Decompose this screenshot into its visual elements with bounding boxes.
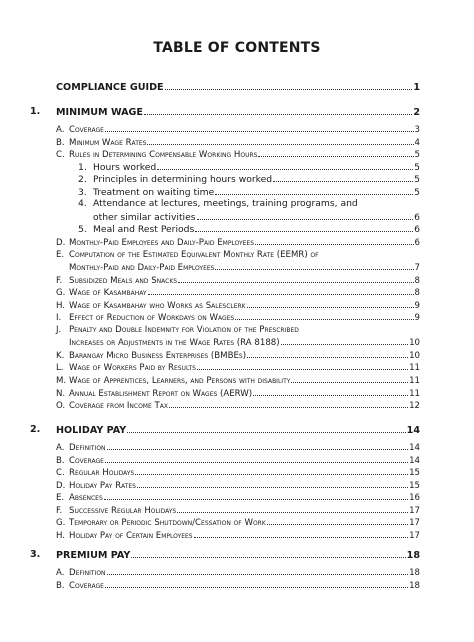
entry-label: other similar activities: [93, 211, 196, 223]
entry-marker: I.: [56, 313, 62, 324]
entry-page: 17: [409, 505, 420, 516]
entry-page: 12: [409, 401, 420, 412]
entry-marker: G.: [56, 288, 66, 299]
entry-page: 18: [406, 550, 420, 561]
entry-label: COMPLIANCE GUIDE: [56, 82, 164, 93]
toc-section[interactable]: [56, 549, 420, 561]
entry-label: Barangay Micro Business Enterprises (BMBEs): [69, 350, 247, 361]
entry-page: 4: [414, 137, 420, 148]
toc-subitem[interactable]: [78, 186, 420, 198]
entry-marker: B.: [56, 137, 65, 148]
entry-label: Absences: [69, 493, 103, 504]
entry-marker: H.: [56, 300, 66, 311]
entry-marker: D.: [56, 237, 66, 248]
leader-dots: [131, 549, 405, 558]
entry-label: Annual Establishment Report on Wages (AERW): [69, 388, 253, 399]
entry-marker: J.: [56, 324, 62, 335]
entry-marker: A.: [56, 443, 65, 453]
leader-dots: [215, 261, 413, 270]
entry-label: Penalty and Double Indemnity for Violation of the Prescribed: [69, 324, 299, 335]
leader-dots: [291, 374, 408, 383]
entry-marker: C.: [56, 150, 65, 161]
entry-marker: 2.: [78, 174, 87, 186]
entry-page: 11: [409, 388, 420, 399]
leader-dots: [258, 148, 413, 157]
leader-dots: [197, 361, 408, 370]
entry-page: 8: [414, 288, 420, 299]
entry-label: Temporary or Periodic Shutdown/Cessation of Work: [69, 518, 266, 529]
toc-item[interactable]: [56, 529, 420, 541]
entry-page: 18: [409, 580, 420, 591]
leader-dots: [247, 299, 414, 308]
entry-label: Successive Regular Holidays: [69, 505, 177, 516]
entry-label: Principles in determining hours worked: [93, 174, 273, 186]
entry-marker: N.: [56, 388, 66, 399]
entry-marker: F.: [56, 505, 63, 516]
entry-marker: 5.: [78, 224, 87, 236]
entry-label: Minimum Wage Rates: [69, 137, 147, 148]
entry-label: Coverage: [69, 455, 104, 466]
entry-label: Coverage: [69, 580, 104, 591]
toc-item[interactable]: [56, 387, 420, 399]
entry-marker: A.: [56, 568, 65, 578]
entry-page: 14: [406, 425, 420, 436]
entry-page: 9: [414, 300, 420, 311]
entry-marker: B.: [56, 580, 65, 591]
toc-subitem[interactable]: [78, 161, 420, 173]
leader-dots: [177, 504, 408, 513]
toc-item[interactable]: [56, 479, 420, 491]
entry-page: 14: [409, 455, 420, 466]
entry-page: 16: [409, 493, 420, 504]
section-number: 1.: [30, 106, 41, 117]
toc-item[interactable]: [56, 491, 420, 503]
leader-dots: [157, 161, 413, 170]
entry-label: Rules in Determining Compensable Working Hours: [69, 150, 258, 161]
entry-marker: M.: [56, 376, 67, 386]
entry-page: 18: [409, 568, 420, 578]
entry-marker: 3.: [78, 186, 87, 198]
toc-subitem[interactable]: [78, 173, 420, 185]
toc-item[interactable]: [56, 441, 420, 453]
entry-page: 10: [409, 350, 420, 361]
toc-entry-first-line[interactable]: [56, 324, 299, 336]
leader-dots: [253, 387, 408, 396]
entry-page: 11: [409, 376, 420, 386]
entry-marker: B.: [56, 455, 65, 466]
leader-dots: [169, 399, 408, 408]
entry-page: 17: [409, 518, 420, 529]
toc-item[interactable]: [56, 466, 420, 478]
leader-dots: [105, 454, 408, 463]
entry-marker: K.: [56, 350, 65, 361]
section-number: 3.: [30, 549, 41, 560]
entry-label: Treatment on waiting time: [93, 186, 215, 198]
entry-page: 10: [409, 338, 420, 349]
entry-label: HOLIDAY PAY: [56, 425, 127, 436]
entry-label: Coverage from Income Tax: [69, 401, 168, 412]
entry-label: Wage of Workers Paid by Results: [69, 363, 196, 374]
entry-marker: 4.: [78, 198, 87, 210]
toc-item[interactable]: [56, 361, 420, 373]
entry-page: 5: [414, 186, 420, 198]
entry-label: Monthly-Paid and Daily-Paid Employees: [69, 263, 215, 274]
entry-page: 1: [413, 82, 420, 93]
entry-marker: A.: [56, 125, 65, 135]
toc-entry-first-line[interactable]: [78, 198, 358, 210]
entry-page: 3: [414, 125, 420, 135]
toc-compliance-guide[interactable]: [56, 81, 420, 93]
entry-page: 5: [414, 174, 420, 186]
leader-dots: [105, 123, 414, 132]
leader-dots: [215, 186, 413, 195]
leader-dots: [127, 424, 405, 433]
toc-item[interactable]: [56, 123, 420, 135]
entry-page: 14: [409, 443, 420, 453]
entry-label: Meal and Rest Periods: [93, 224, 195, 236]
entry-marker: L.: [56, 363, 64, 374]
entry-label: Holiday Pay Rates: [69, 480, 136, 491]
entry-label: Wage of Apprentices, Learners, and Persons with disability: [69, 376, 291, 386]
toc-item[interactable]: [56, 148, 420, 160]
entry-marker: 1.: [78, 161, 87, 173]
entry-label: Subsidized Meals and Snacks: [69, 275, 178, 286]
entry-label: PREMIUM PAY: [56, 550, 131, 561]
entry-page: 15: [409, 480, 420, 491]
entry-marker: D.: [56, 480, 66, 491]
entry-page: 2: [413, 107, 420, 118]
leader-dots: [147, 136, 413, 145]
toc-item[interactable]: [56, 274, 420, 286]
entry-label: Definition: [69, 443, 106, 453]
toc-section[interactable]: [56, 106, 420, 118]
toc-section[interactable]: [56, 424, 420, 436]
leader-dots: [135, 466, 408, 475]
leader-dots: [105, 579, 408, 588]
toc-subitem[interactable]: [93, 211, 420, 223]
entry-label: Monthly-Paid Employees and Daily-Paid Employees: [69, 237, 255, 248]
toc-item[interactable]: [56, 516, 420, 528]
entry-marker: C.: [56, 468, 65, 479]
entry-label: Attendance at lectures, meetings, training programs, and: [93, 198, 358, 210]
entry-label: Effect of Reduction of Workdays on Wages: [69, 313, 235, 324]
entry-page: 15: [409, 468, 420, 479]
toc-item[interactable]: [56, 136, 420, 148]
toc-item[interactable]: [56, 399, 420, 411]
leader-dots: [197, 211, 414, 220]
entry-page: 9: [414, 313, 420, 324]
entry-marker: E.: [56, 249, 65, 260]
entry-marker: H.: [56, 530, 66, 541]
leader-dots: [107, 566, 409, 575]
toc-item[interactable]: [56, 454, 420, 466]
leader-dots: [165, 81, 413, 90]
leader-dots: [148, 286, 414, 295]
toc-subitem[interactable]: [78, 223, 420, 235]
toc-item[interactable]: [56, 349, 420, 361]
entry-page: 5: [414, 150, 420, 161]
toc-item[interactable]: [56, 299, 420, 311]
leader-dots: [247, 349, 408, 358]
entry-page: 5: [414, 161, 420, 173]
leader-dots: [255, 236, 414, 245]
entry-page: 7: [414, 263, 420, 274]
leader-dots: [194, 529, 408, 538]
entry-label: Regular Holidays: [69, 468, 135, 479]
leader-dots: [281, 336, 408, 345]
entry-label: Definition: [69, 568, 106, 578]
entry-marker: E.: [56, 493, 65, 504]
toc-item[interactable]: [69, 336, 420, 348]
entry-label: Computation of the Estimated Equivalent Monthly Rate (EEMR) of: [69, 249, 319, 260]
entry-page: 17: [409, 530, 420, 541]
leader-dots: [273, 173, 413, 182]
toc-entry-first-line[interactable]: [56, 249, 319, 261]
entry-marker: G.: [56, 518, 66, 529]
toc-item[interactable]: [56, 579, 420, 591]
leader-dots: [107, 441, 409, 450]
entry-label: Wage of Kasambahay who Works as Salesclerk: [69, 300, 246, 311]
entry-label: Increases or Adjustments in the Wage Rates (RA 8188): [69, 338, 280, 349]
entry-label: Hours worked: [93, 161, 157, 173]
section-number: 2.: [30, 424, 41, 435]
toc-item[interactable]: [56, 236, 420, 248]
toc-item[interactable]: [69, 261, 420, 273]
entry-label: Holiday Pay of Certain Employees: [69, 530, 193, 541]
entry-label: Wage of Kasambahay: [69, 288, 147, 299]
entry-page: 8: [414, 275, 420, 286]
entry-marker: O.: [56, 401, 66, 412]
leader-dots: [235, 311, 413, 320]
entry-page: 6: [414, 211, 420, 223]
leader-dots: [267, 516, 408, 525]
toc-item[interactable]: [56, 286, 420, 298]
leader-dots: [144, 106, 412, 115]
entry-label: MINIMUM WAGE: [56, 107, 143, 118]
entry-label: Coverage: [69, 125, 104, 135]
leader-dots: [178, 274, 413, 283]
toc-item[interactable]: [56, 374, 420, 386]
entry-marker: F.: [56, 275, 63, 286]
toc-item[interactable]: [56, 311, 420, 323]
page-title: TABLE OF CONTENTS: [153, 40, 321, 56]
entry-page: 11: [409, 363, 420, 374]
entry-page: 6: [414, 224, 420, 236]
toc-item[interactable]: [56, 566, 420, 578]
entry-page: 6: [414, 237, 420, 248]
toc-item[interactable]: [56, 504, 420, 516]
leader-dots: [137, 479, 408, 488]
leader-dots: [104, 491, 408, 500]
leader-dots: [195, 223, 413, 232]
